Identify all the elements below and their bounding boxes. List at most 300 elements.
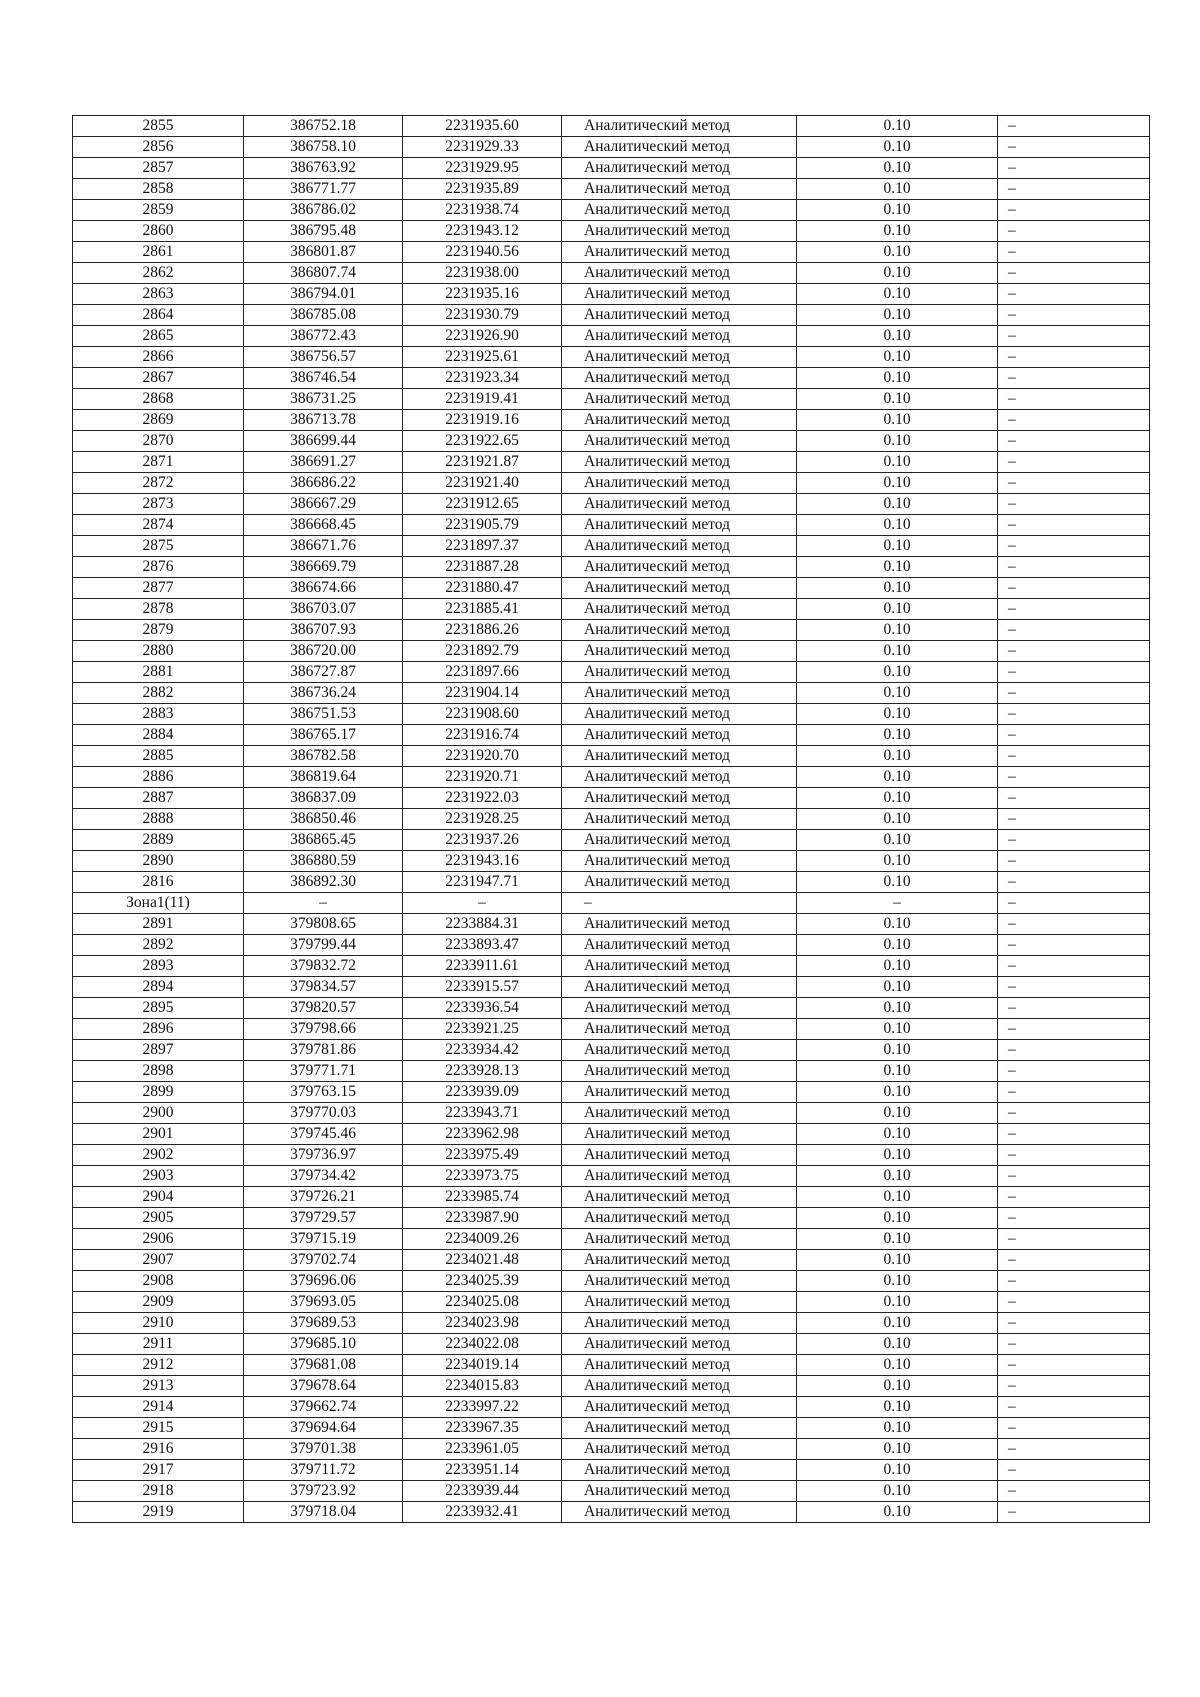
- x-coordinate-cell: 379662.74: [244, 1397, 403, 1418]
- note-cell: –: [998, 1439, 1150, 1460]
- y-coordinate-cell: 2231885.41: [403, 599, 562, 620]
- y-coordinate-cell: 2233975.49: [403, 1145, 562, 1166]
- table-row: [73, 368, 1150, 389]
- y-coordinate-cell: 2233911.61: [403, 956, 562, 977]
- method-cell: Аналитический метод: [562, 956, 797, 977]
- x-coordinate-cell: 386668.45: [244, 515, 403, 536]
- y-coordinate-cell: 2233915.57: [403, 977, 562, 998]
- x-coordinate-cell: 386785.08: [244, 305, 403, 326]
- table-row: [73, 221, 1150, 242]
- x-coordinate-cell: 379723.92: [244, 1481, 403, 1502]
- note-cell: –: [998, 683, 1150, 704]
- method-cell: Аналитический метод: [562, 872, 797, 893]
- note-cell: –: [998, 1250, 1150, 1271]
- accuracy-cell: 0.10: [797, 557, 998, 578]
- x-coordinate-cell: 386691.27: [244, 452, 403, 473]
- y-coordinate-cell: 2231926.90: [403, 326, 562, 347]
- point-number-cell: 2905: [73, 1208, 244, 1229]
- point-number-cell: 2917: [73, 1460, 244, 1481]
- y-coordinate-cell: 2234023.98: [403, 1313, 562, 1334]
- accuracy-cell: 0.10: [797, 1460, 998, 1481]
- y-coordinate-cell: 2231938.74: [403, 200, 562, 221]
- method-cell: Аналитический метод: [562, 515, 797, 536]
- y-coordinate-cell: 2233943.71: [403, 1103, 562, 1124]
- table-row: [73, 725, 1150, 746]
- x-coordinate-cell: 386782.58: [244, 746, 403, 767]
- method-cell: Аналитический метод: [562, 725, 797, 746]
- point-number-cell: 2857: [73, 158, 244, 179]
- method-cell: Аналитический метод: [562, 1355, 797, 1376]
- y-coordinate-cell: 2233961.05: [403, 1439, 562, 1460]
- table-row: [73, 200, 1150, 221]
- note-cell: –: [998, 1145, 1150, 1166]
- accuracy-cell: 0.10: [797, 347, 998, 368]
- y-coordinate-cell: 2233967.35: [403, 1418, 562, 1439]
- point-number-cell: 2870: [73, 431, 244, 452]
- accuracy-cell: 0.10: [797, 200, 998, 221]
- note-cell: –: [998, 1103, 1150, 1124]
- x-coordinate-cell: 379820.57: [244, 998, 403, 1019]
- note-cell: –: [998, 1376, 1150, 1397]
- method-cell: Аналитический метод: [562, 452, 797, 473]
- point-number-cell: 2868: [73, 389, 244, 410]
- table-row: [73, 704, 1150, 725]
- accuracy-cell: 0.10: [797, 1397, 998, 1418]
- method-cell: Аналитический метод: [562, 1166, 797, 1187]
- accuracy-cell: 0.10: [797, 410, 998, 431]
- point-number-cell: 2865: [73, 326, 244, 347]
- point-number-cell: 2897: [73, 1040, 244, 1061]
- method-cell: Аналитический метод: [562, 662, 797, 683]
- method-cell: Аналитический метод: [562, 263, 797, 284]
- accuracy-cell: 0.10: [797, 263, 998, 284]
- method-cell: Аналитический метод: [562, 683, 797, 704]
- method-cell: Аналитический метод: [562, 431, 797, 452]
- note-cell: –: [998, 746, 1150, 767]
- accuracy-cell: 0.10: [797, 1355, 998, 1376]
- accuracy-cell: 0.10: [797, 914, 998, 935]
- y-coordinate-cell: 2231940.56: [403, 242, 562, 263]
- table-row: [73, 431, 1150, 452]
- point-number-cell: 2901: [73, 1124, 244, 1145]
- y-coordinate-cell: 2231935.16: [403, 284, 562, 305]
- table-row: [73, 494, 1150, 515]
- table-row: [73, 1292, 1150, 1313]
- note-cell: –: [998, 641, 1150, 662]
- x-coordinate-cell: 379715.19: [244, 1229, 403, 1250]
- x-coordinate-cell: 379693.05: [244, 1292, 403, 1313]
- point-number-cell: 2874: [73, 515, 244, 536]
- table-row: [73, 473, 1150, 494]
- table-row: [73, 1313, 1150, 1334]
- y-coordinate-cell: 2231920.71: [403, 767, 562, 788]
- note-cell: –: [998, 998, 1150, 1019]
- x-coordinate-cell: –: [244, 893, 403, 914]
- x-coordinate-cell: 386801.87: [244, 242, 403, 263]
- point-number-cell: 2816: [73, 872, 244, 893]
- point-number-cell: 2878: [73, 599, 244, 620]
- note-cell: –: [998, 557, 1150, 578]
- accuracy-cell: 0.10: [797, 620, 998, 641]
- x-coordinate-cell: 379798.66: [244, 1019, 403, 1040]
- method-cell: Аналитический метод: [562, 830, 797, 851]
- point-number-cell: 2890: [73, 851, 244, 872]
- note-cell: –: [998, 116, 1150, 137]
- point-number-cell: 2892: [73, 935, 244, 956]
- method-cell: Аналитический метод: [562, 1460, 797, 1481]
- accuracy-cell: 0.10: [797, 1271, 998, 1292]
- note-cell: –: [998, 767, 1150, 788]
- note-cell: –: [998, 1208, 1150, 1229]
- accuracy-cell: 0.10: [797, 389, 998, 410]
- table-row: [73, 1397, 1150, 1418]
- table-row: [73, 326, 1150, 347]
- point-number-cell: 2896: [73, 1019, 244, 1040]
- method-cell: Аналитический метод: [562, 179, 797, 200]
- accuracy-cell: 0.10: [797, 1418, 998, 1439]
- point-number-cell: 2888: [73, 809, 244, 830]
- table-row: [73, 578, 1150, 599]
- method-cell: Аналитический метод: [562, 1229, 797, 1250]
- point-number-cell: Зона1(11): [73, 893, 244, 914]
- accuracy-cell: 0.10: [797, 872, 998, 893]
- x-coordinate-cell: 379694.64: [244, 1418, 403, 1439]
- x-coordinate-cell: 386772.43: [244, 326, 403, 347]
- accuracy-cell: 0.10: [797, 935, 998, 956]
- x-coordinate-cell: 379726.21: [244, 1187, 403, 1208]
- table-row: [73, 137, 1150, 158]
- method-cell: Аналитический метод: [562, 1040, 797, 1061]
- accuracy-cell: 0.10: [797, 788, 998, 809]
- table-row: [73, 746, 1150, 767]
- table-row: [73, 347, 1150, 368]
- accuracy-cell: 0.10: [797, 1187, 998, 1208]
- note-cell: –: [998, 494, 1150, 515]
- method-cell: Аналитический метод: [562, 641, 797, 662]
- accuracy-cell: 0.10: [797, 1334, 998, 1355]
- accuracy-cell: 0.10: [797, 767, 998, 788]
- note-cell: –: [998, 431, 1150, 452]
- method-cell: Аналитический метод: [562, 242, 797, 263]
- point-number-cell: 2882: [73, 683, 244, 704]
- point-number-cell: 2869: [73, 410, 244, 431]
- table-row: [73, 620, 1150, 641]
- x-coordinate-cell: 379681.08: [244, 1355, 403, 1376]
- y-coordinate-cell: 2231908.60: [403, 704, 562, 725]
- method-cell: –: [562, 893, 797, 914]
- method-cell: Аналитический метод: [562, 347, 797, 368]
- y-coordinate-cell: 2234025.08: [403, 1292, 562, 1313]
- x-coordinate-cell: 379734.42: [244, 1166, 403, 1187]
- x-coordinate-cell: 386720.00: [244, 641, 403, 662]
- table-row: [73, 1208, 1150, 1229]
- note-cell: –: [998, 1040, 1150, 1061]
- method-cell: Аналитический метод: [562, 557, 797, 578]
- table-row: [73, 830, 1150, 851]
- table-row: [73, 1334, 1150, 1355]
- note-cell: –: [998, 1061, 1150, 1082]
- table-row: [73, 284, 1150, 305]
- y-coordinate-cell: 2233893.47: [403, 935, 562, 956]
- table-row: [73, 1103, 1150, 1124]
- point-number-cell: 2858: [73, 179, 244, 200]
- note-cell: –: [998, 725, 1150, 746]
- point-number-cell: 2914: [73, 1397, 244, 1418]
- point-number-cell: 2903: [73, 1166, 244, 1187]
- note-cell: –: [998, 872, 1150, 893]
- accuracy-cell: 0.10: [797, 536, 998, 557]
- x-coordinate-cell: 379689.53: [244, 1313, 403, 1334]
- note-cell: –: [998, 956, 1150, 977]
- x-coordinate-cell: 379702.74: [244, 1250, 403, 1271]
- note-cell: –: [998, 662, 1150, 683]
- x-coordinate-cell: 379832.72: [244, 956, 403, 977]
- x-coordinate-cell: 379678.64: [244, 1376, 403, 1397]
- accuracy-cell: 0.10: [797, 179, 998, 200]
- note-cell: –: [998, 452, 1150, 473]
- table-row: [73, 1439, 1150, 1460]
- accuracy-cell: 0.10: [797, 1292, 998, 1313]
- method-cell: Аналитический метод: [562, 158, 797, 179]
- point-number-cell: 2877: [73, 578, 244, 599]
- table-row: [73, 242, 1150, 263]
- method-cell: Аналитический метод: [562, 389, 797, 410]
- table-row: [73, 788, 1150, 809]
- table-row: [73, 599, 1150, 620]
- table-row: [73, 1355, 1150, 1376]
- note-cell: –: [998, 200, 1150, 221]
- x-coordinate-cell: 379834.57: [244, 977, 403, 998]
- x-coordinate-cell: 379729.57: [244, 1208, 403, 1229]
- accuracy-cell: 0.10: [797, 1103, 998, 1124]
- note-cell: –: [998, 935, 1150, 956]
- method-cell: Аналитический метод: [562, 494, 797, 515]
- table-row: [73, 116, 1150, 137]
- table-row: [73, 1124, 1150, 1145]
- point-number-cell: 2900: [73, 1103, 244, 1124]
- accuracy-cell: 0.10: [797, 515, 998, 536]
- method-cell: Аналитический метод: [562, 1502, 797, 1523]
- x-coordinate-cell: 386850.46: [244, 809, 403, 830]
- note-cell: –: [998, 137, 1150, 158]
- method-cell: Аналитический метод: [562, 1187, 797, 1208]
- note-cell: –: [998, 893, 1150, 914]
- method-cell: Аналитический метод: [562, 1418, 797, 1439]
- x-coordinate-cell: 386674.66: [244, 578, 403, 599]
- y-coordinate-cell: 2231897.66: [403, 662, 562, 683]
- x-coordinate-cell: 386763.92: [244, 158, 403, 179]
- note-cell: –: [998, 368, 1150, 389]
- point-number-cell: 2866: [73, 347, 244, 368]
- method-cell: Аналитический метод: [562, 788, 797, 809]
- note-cell: –: [998, 1502, 1150, 1523]
- method-cell: Аналитический метод: [562, 326, 797, 347]
- y-coordinate-cell: 2234025.39: [403, 1271, 562, 1292]
- accuracy-cell: 0.10: [797, 704, 998, 725]
- table-row: [73, 935, 1150, 956]
- accuracy-cell: 0.10: [797, 1502, 998, 1523]
- y-coordinate-cell: 2233936.54: [403, 998, 562, 1019]
- table-row: [73, 1376, 1150, 1397]
- note-cell: –: [998, 158, 1150, 179]
- y-coordinate-cell: 2231928.25: [403, 809, 562, 830]
- y-coordinate-cell: 2233973.75: [403, 1166, 562, 1187]
- method-cell: Аналитический метод: [562, 1250, 797, 1271]
- method-cell: Аналитический метод: [562, 1082, 797, 1103]
- method-cell: Аналитический метод: [562, 1481, 797, 1502]
- table-row: [73, 998, 1150, 1019]
- note-cell: –: [998, 599, 1150, 620]
- note-cell: –: [998, 515, 1150, 536]
- table-row: [73, 1229, 1150, 1250]
- y-coordinate-cell: 2233985.74: [403, 1187, 562, 1208]
- note-cell: –: [998, 221, 1150, 242]
- y-coordinate-cell: 2231886.26: [403, 620, 562, 641]
- table-row: [73, 641, 1150, 662]
- x-coordinate-cell: 386667.29: [244, 494, 403, 515]
- table-row: [73, 515, 1150, 536]
- table-row: [73, 1082, 1150, 1103]
- x-coordinate-cell: 379763.15: [244, 1082, 403, 1103]
- table-row: [73, 179, 1150, 200]
- method-cell: Аналитический метод: [562, 578, 797, 599]
- x-coordinate-cell: 386727.87: [244, 662, 403, 683]
- x-coordinate-cell: 379718.04: [244, 1502, 403, 1523]
- table-body: [73, 116, 1150, 1523]
- point-number-cell: 2883: [73, 704, 244, 725]
- point-number-cell: 2906: [73, 1229, 244, 1250]
- x-coordinate-cell: 386765.17: [244, 725, 403, 746]
- method-cell: Аналитический метод: [562, 599, 797, 620]
- point-number-cell: 2872: [73, 473, 244, 494]
- x-coordinate-cell: 386807.74: [244, 263, 403, 284]
- method-cell: Аналитический метод: [562, 998, 797, 1019]
- accuracy-cell: 0.10: [797, 1145, 998, 1166]
- y-coordinate-cell: 2233939.44: [403, 1481, 562, 1502]
- note-cell: –: [998, 1292, 1150, 1313]
- point-number-cell: 2873: [73, 494, 244, 515]
- table-row: [73, 1502, 1150, 1523]
- note-cell: –: [998, 347, 1150, 368]
- note-cell: –: [998, 389, 1150, 410]
- point-number-cell: 2898: [73, 1061, 244, 1082]
- x-coordinate-cell: 379701.38: [244, 1439, 403, 1460]
- point-number-cell: 2915: [73, 1418, 244, 1439]
- method-cell: Аналитический метод: [562, 914, 797, 935]
- table-row: [73, 1481, 1150, 1502]
- method-cell: Аналитический метод: [562, 284, 797, 305]
- y-coordinate-cell: 2231912.65: [403, 494, 562, 515]
- note-cell: –: [998, 1124, 1150, 1145]
- note-cell: –: [998, 326, 1150, 347]
- accuracy-cell: 0.10: [797, 1061, 998, 1082]
- note-cell: –: [998, 1460, 1150, 1481]
- y-coordinate-cell: 2231938.00: [403, 263, 562, 284]
- accuracy-cell: 0.10: [797, 242, 998, 263]
- y-coordinate-cell: 2231920.70: [403, 746, 562, 767]
- note-cell: –: [998, 242, 1150, 263]
- y-coordinate-cell: 2233987.90: [403, 1208, 562, 1229]
- table-row: [73, 977, 1150, 998]
- x-coordinate-cell: 386746.54: [244, 368, 403, 389]
- method-cell: Аналитический метод: [562, 809, 797, 830]
- x-coordinate-cell: 379711.72: [244, 1460, 403, 1481]
- x-coordinate-cell: 386786.02: [244, 200, 403, 221]
- y-coordinate-cell: 2231892.79: [403, 641, 562, 662]
- accuracy-cell: 0.10: [797, 683, 998, 704]
- accuracy-cell: 0.10: [797, 158, 998, 179]
- method-cell: Аналитический метод: [562, 620, 797, 641]
- accuracy-cell: 0.10: [797, 431, 998, 452]
- accuracy-cell: 0.10: [797, 1019, 998, 1040]
- method-cell: Аналитический метод: [562, 536, 797, 557]
- y-coordinate-cell: 2231897.37: [403, 536, 562, 557]
- x-coordinate-cell: 386686.22: [244, 473, 403, 494]
- point-number-cell: 2919: [73, 1502, 244, 1523]
- note-cell: –: [998, 1229, 1150, 1250]
- note-cell: –: [998, 410, 1150, 431]
- x-coordinate-cell: 386758.10: [244, 137, 403, 158]
- accuracy-cell: 0.10: [797, 326, 998, 347]
- x-coordinate-cell: 386703.07: [244, 599, 403, 620]
- y-coordinate-cell: 2231919.41: [403, 389, 562, 410]
- accuracy-cell: 0.10: [797, 1439, 998, 1460]
- method-cell: Аналитический метод: [562, 1124, 797, 1145]
- accuracy-cell: 0.10: [797, 368, 998, 389]
- y-coordinate-cell: 2233939.09: [403, 1082, 562, 1103]
- y-coordinate-cell: 2231916.74: [403, 725, 562, 746]
- method-cell: Аналитический метод: [562, 1019, 797, 1040]
- accuracy-cell: 0.10: [797, 1082, 998, 1103]
- accuracy-cell: 0.10: [797, 599, 998, 620]
- point-number-cell: 2879: [73, 620, 244, 641]
- point-number-cell: 2893: [73, 956, 244, 977]
- point-number-cell: 2894: [73, 977, 244, 998]
- accuracy-cell: 0.10: [797, 116, 998, 137]
- point-number-cell: 2891: [73, 914, 244, 935]
- y-coordinate-cell: 2234015.83: [403, 1376, 562, 1397]
- table-row: [73, 1418, 1150, 1439]
- accuracy-cell: 0.10: [797, 956, 998, 977]
- table-row: [73, 662, 1150, 683]
- point-number-cell: 2911: [73, 1334, 244, 1355]
- x-coordinate-cell: 386752.18: [244, 116, 403, 137]
- method-cell: Аналитический метод: [562, 1061, 797, 1082]
- y-coordinate-cell: 2233934.42: [403, 1040, 562, 1061]
- table-row: [73, 1166, 1150, 1187]
- method-cell: Аналитический метод: [562, 1397, 797, 1418]
- y-coordinate-cell: 2231930.79: [403, 305, 562, 326]
- x-coordinate-cell: 379799.44: [244, 935, 403, 956]
- point-number-cell: 2887: [73, 788, 244, 809]
- x-coordinate-cell: 379771.71: [244, 1061, 403, 1082]
- x-coordinate-cell: 379781.86: [244, 1040, 403, 1061]
- y-coordinate-cell: 2231905.79: [403, 515, 562, 536]
- method-cell: Аналитический метод: [562, 1103, 797, 1124]
- x-coordinate-cell: 379696.06: [244, 1271, 403, 1292]
- method-cell: Аналитический метод: [562, 1313, 797, 1334]
- note-cell: –: [998, 1334, 1150, 1355]
- note-cell: –: [998, 1019, 1150, 1040]
- point-number-cell: 2913: [73, 1376, 244, 1397]
- point-number-cell: 2867: [73, 368, 244, 389]
- method-cell: Аналитический метод: [562, 1208, 797, 1229]
- note-cell: –: [998, 263, 1150, 284]
- point-number-cell: 2860: [73, 221, 244, 242]
- note-cell: –: [998, 284, 1150, 305]
- y-coordinate-cell: 2231935.60: [403, 116, 562, 137]
- table-row: [73, 851, 1150, 872]
